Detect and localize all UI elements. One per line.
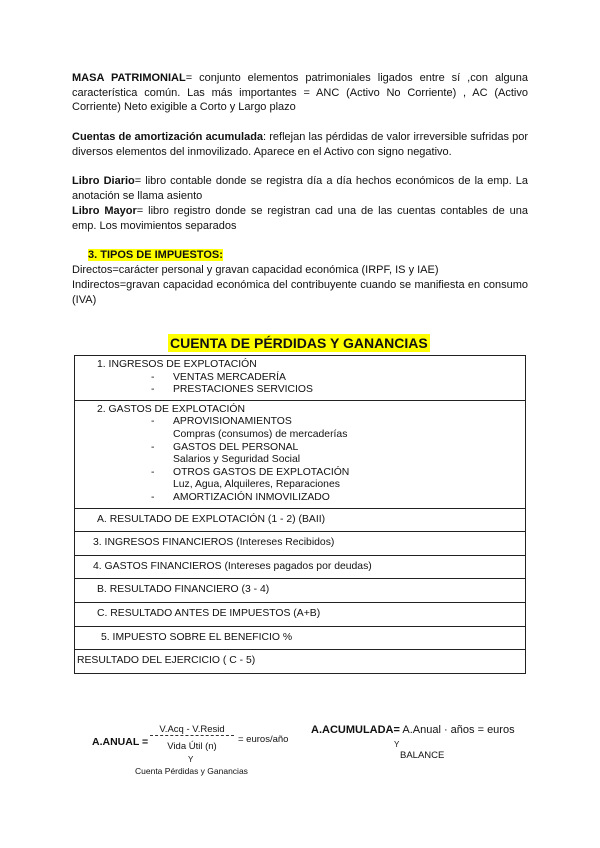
acumulada-note: BALANCE <box>400 750 445 761</box>
table-row: RESULTADO DEL EJERCICIO ( C - 5) <box>75 650 526 674</box>
table-row: 3. INGRESOS FINANCIEROS (Intereses Recibidos) <box>75 532 526 556</box>
acumulada-arrow: Y <box>394 740 400 749</box>
list-item: - AMORTIZACIÓN INMOVILIZADO <box>151 491 330 503</box>
impuestos-indirectos: Indirectos=gravan capacidad económica del contribuyente cuando se manifiesta en consumo (IVA) <box>72 279 528 306</box>
list-item-detail: Compras (consumos) de mercaderías <box>173 428 348 440</box>
table-row <box>75 356 526 401</box>
table-row: 4. GASTOS FINANCIEROS (Intereses pagados por deudas) <box>75 555 526 579</box>
anual-label: A.ANUAL = <box>92 736 149 748</box>
pyg-title: CUENTA DE PÉRDIDAS Y GANANCIAS <box>170 335 428 351</box>
list-item-detail: Luz, Agua, Alquileres, Reparaciones <box>173 479 340 491</box>
list-item: - APROVISIONAMIENTOS <box>151 416 292 428</box>
acumulada-text: A.Anual · años = euros <box>399 724 515 736</box>
list-item: - OTROS GASTOS DE EXPLOTACIÓN <box>151 466 350 478</box>
impuestos-heading <box>88 248 223 263</box>
acumulada-formula <box>311 724 515 736</box>
list-item-detail: Salarios y Seguridad Social <box>173 454 301 466</box>
def-term: Cuentas de amortización acumulada <box>72 131 264 143</box>
list-item: - VENTAS MERCADERÍA <box>151 371 286 383</box>
table-row: C. RESULTADO ANTES DE IMPUESTOS (A+B) <box>75 602 526 626</box>
table-row: B. RESULTADO FINANCIERO (3 - 4) <box>75 579 526 603</box>
pyg-table <box>74 355 526 674</box>
acumulada-label: A.ACUMULADA= <box>311 724 400 736</box>
gastos-title: 2. GASTOS DE EXPLOTACIÓN <box>97 403 246 415</box>
def-libro-mayor <box>72 204 528 233</box>
impuestos-directos: Directos=carácter personal y gravan capacidad económica (IRPF, IS y IAE) <box>72 264 439 276</box>
def-term: Libro Diario <box>72 175 135 187</box>
table-row: A. RESULTADO DE EXPLOTACIÓN (1 - 2) (BAII) <box>75 508 526 532</box>
def-text: = libro registro donde se registran cad una de las cuentas contables de una emp. Los movimientos separados <box>72 205 528 232</box>
def-masa-patrimonial <box>72 71 528 115</box>
list-item: - PRESTACIONES SERVICIOS <box>151 384 313 396</box>
def-term: Libro Mayor <box>72 205 137 217</box>
def-text: = conjunto elementos patrimoniales ligados entre sí ,con alguna característica común. Las más importantes = ANC (Activo No Corriente) , AC (Activo Corriente) Neto exigible a Corto y Largo plazo <box>72 72 528 114</box>
anual-numerator: V.Acq - V.Resid <box>150 724 234 736</box>
def-text: : reflejan las pérdidas de valor irreversible sufridas por diversos elementos del inmovilizado. Aparece en el Activo con signo negativo. <box>72 131 529 158</box>
anual-denominator: Vida Útil (n) <box>167 741 217 752</box>
table-row <box>75 400 526 508</box>
def-libro-diario <box>72 174 528 203</box>
def-term: MASA PATRIMONIAL <box>72 72 186 84</box>
anual-note: Cuenta Pérdidas y Ganancias <box>135 766 248 776</box>
anual-arrow: Y <box>188 755 194 764</box>
def-text: = libro contable donde se registra día a día hechos económicos de la emp. La anotación se llama asiento <box>72 175 528 202</box>
impuestos-heading-text: 3. TIPOS DE IMPUESTOS: <box>88 249 223 261</box>
table-row: 5. IMPUESTO SOBRE EL BENEFICIO % <box>75 626 526 650</box>
list-item: - GASTOS DEL PERSONAL <box>151 441 299 453</box>
anual-unit: = euros/año <box>238 734 289 745</box>
def-cuentas-amortizacion <box>72 130 528 159</box>
ingresos-title: 1. INGRESOS DE EXPLOTACIÓN <box>97 359 257 370</box>
